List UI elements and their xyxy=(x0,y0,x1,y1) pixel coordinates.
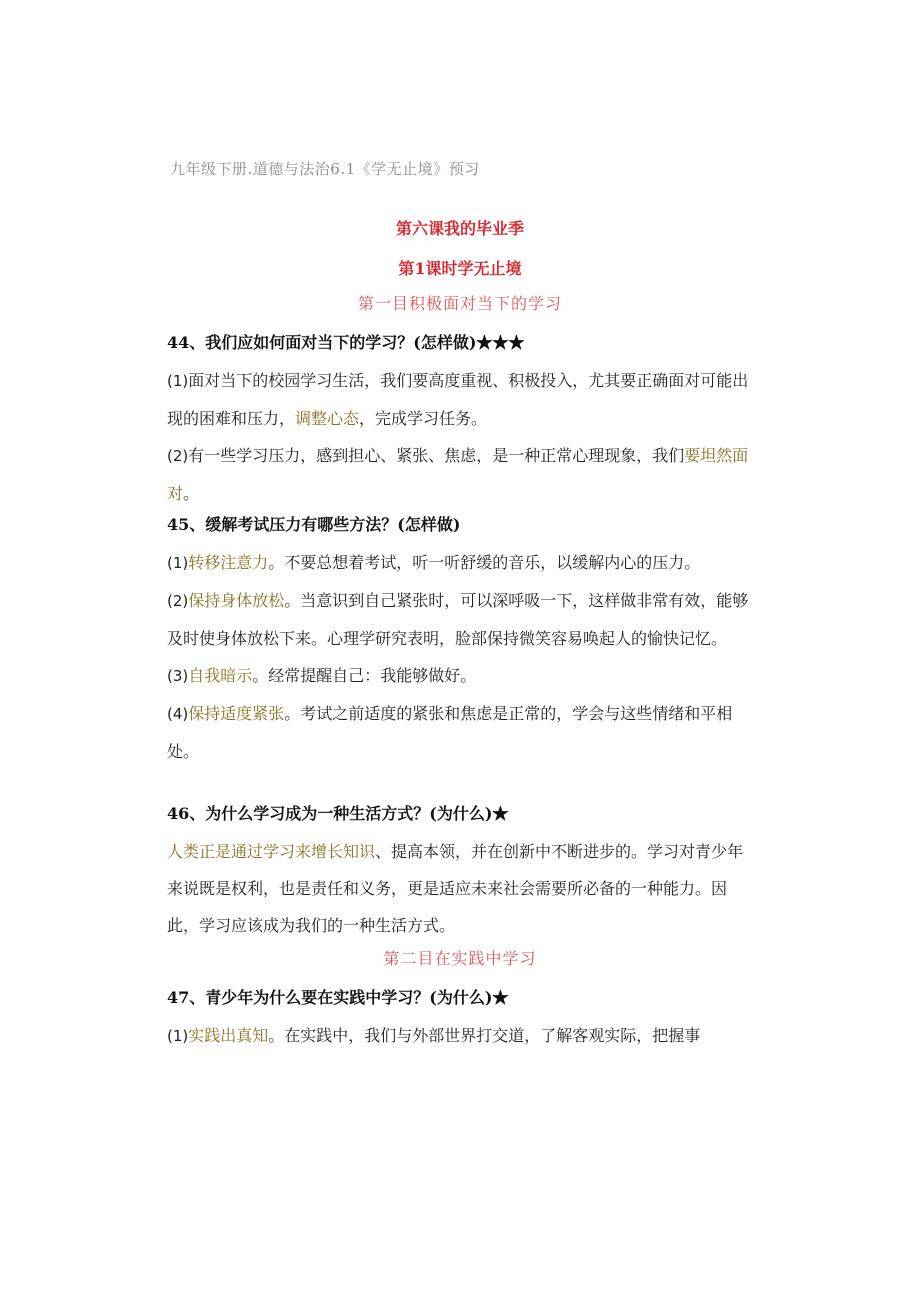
highlight-text: 人类正是通过学习来增长知识 xyxy=(167,842,376,861)
item-number: (3) xyxy=(167,667,189,685)
item-number: (1) xyxy=(167,554,189,572)
item-number: (1) xyxy=(167,1027,189,1045)
highlight-text: 保持身体放松 xyxy=(188,591,285,610)
answer-text: 。考试之前适度的紧张和焦虑是正常的，学会与这些情绪和平相处。 xyxy=(167,704,733,761)
section-title-2: 第二目在实践中学习 xyxy=(383,949,537,968)
question-47-title: 47、青少年为什么要在实践中学习？(为什么)★ xyxy=(167,988,509,1007)
answer-text: 。 xyxy=(183,484,200,503)
question-47 xyxy=(167,987,757,1055)
highlight-text: 实践出真知 xyxy=(188,1026,269,1045)
answer-item xyxy=(167,582,757,657)
answer-text: 。经常提醒自己：我能够做好。 xyxy=(252,666,477,685)
highlight-text: 保持适度紧张 xyxy=(188,704,285,723)
item-number: (1) xyxy=(167,372,189,390)
answer-text: 、提高本领，并在创新中不断进步的。学习对青少年来说既是权利，也是责任和义务，更是适应未来社会需要所必备的一种能力。因此，学习应该成为我们的一种生活方式。 xyxy=(167,842,744,935)
answer-item xyxy=(167,1017,757,1055)
section-title-1: 第一目积极面对当下的学习 xyxy=(357,294,562,313)
answer-item xyxy=(167,544,757,582)
answer-item xyxy=(167,657,757,695)
answer-text: 。当意识到自己紧张时，可以深呼吸一下，这样做非常有效，能够及时使身体放松下来。心理学研究表明，脸部保持微笑容易唤起人的愉快记忆。 xyxy=(167,591,749,648)
question-44 xyxy=(167,332,757,512)
item-number: (4) xyxy=(167,705,189,723)
question-46-title: 46、为什么学习成为一种生活方式？(为什么)★ xyxy=(167,804,509,823)
item-number: (2) xyxy=(167,447,189,465)
answer-item xyxy=(167,695,757,770)
answer-item xyxy=(167,437,757,512)
answer-text: 面对当下的校园学习生活，我们要高度重视、积极投入，尤其要正确面对可能出现的困难和压力， xyxy=(167,371,749,428)
question-44-title: 44、我们应如何面对当下的学习？(怎样做)★★★ xyxy=(167,333,525,352)
question-45-title: 45、缓解考试压力有哪些方法？(怎样做) xyxy=(167,515,461,534)
answer-text: 。在实践中，我们与外部世界打交道，了解客观实际，把握事 xyxy=(268,1026,701,1045)
answer-item xyxy=(167,362,757,437)
answer-paragraph xyxy=(167,833,757,944)
answer-text: 有一些学习压力，感到担心、紧张、焦虑，是一种正常心理现象，我们 xyxy=(188,446,685,465)
document-header: 九年级下册.道德与法治6.1《学无止境》预习 xyxy=(170,160,480,178)
question-46 xyxy=(167,803,757,944)
lesson-title: 第六课我的毕业季 xyxy=(395,219,524,238)
item-number: (2) xyxy=(167,592,189,610)
highlight-text: 转移注意力 xyxy=(188,553,269,572)
question-45 xyxy=(167,514,757,770)
answer-text: 。不要总想着考试，听一听舒缓的音乐，以缓解内心的压力。 xyxy=(268,553,701,572)
period-title: 第1课时学无止境 xyxy=(398,259,522,278)
highlight-text: 自我暗示 xyxy=(188,666,253,685)
highlight-text: 调整心态 xyxy=(295,409,360,428)
highlight-text: 要坦然面对 xyxy=(167,446,749,503)
answer-text: ，完成学习任务。 xyxy=(359,409,488,428)
